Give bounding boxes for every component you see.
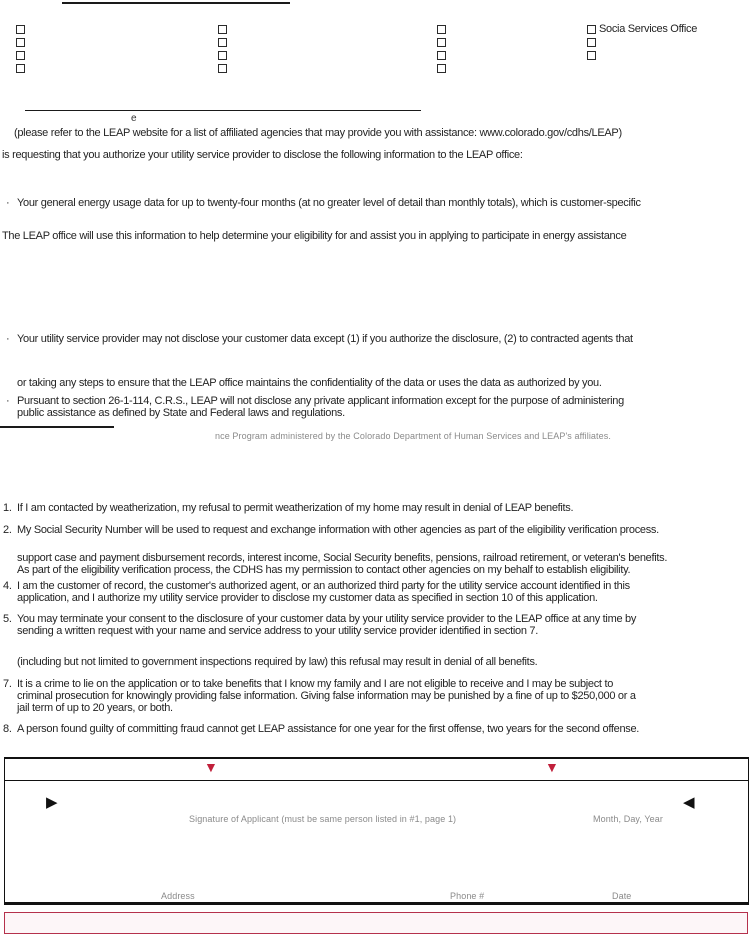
- item2-line1: My Social Security Number will be used to request and exchange information with other agencies as part of the eligibility verification process.: [17, 524, 659, 536]
- checkbox-col1-row4[interactable]: [16, 64, 25, 73]
- bullet2-text: Your utility service provider may not disclose your customer data except (1) if you authorize the disclosure, (2) to contracted agents that: [17, 333, 633, 345]
- checkbox-col4-row3[interactable]: [587, 51, 596, 60]
- item7-line1: It is a crime to lie on the application or to take benefits that I know my family and I are not eligible to receive and I may be subject to: [17, 678, 614, 690]
- red-down-marker-icon: ▼: [545, 759, 559, 775]
- checkbox-col3-row3[interactable]: [437, 51, 446, 60]
- item8-line1: A person found guilty of committing fraud cannot get LEAP assistance for one year for the first offense, two years for the second offense.: [17, 723, 640, 735]
- item3-continuation-line1: support case and payment disbursement records, interest income, Social Security benefits, pensions, railroad retirement, or veteran's benefits.: [17, 552, 668, 564]
- bullet2-continuation: or taking any steps to ensure that the LEAP office maintains the confidentiality of the data or uses the data as authorized by you.: [17, 377, 602, 389]
- item5-line1: You may terminate your consent to the disclosure of your customer data by your utility service provider to the LEAP office at any time by: [17, 613, 637, 625]
- month-day-year-label: Month, Day, Year: [593, 814, 663, 824]
- left-arrow-icon: ◀: [683, 794, 695, 811]
- phone-label: Phone #: [450, 891, 485, 901]
- bullet-dot-1: ·: [6, 197, 10, 209]
- program-footnote: nce Program administered by the Colorado Department of Human Services and LEAP's affiliates.: [215, 431, 611, 441]
- date-label: Date: [612, 891, 632, 901]
- item7-line2: criminal prosecution for knowingly providing false information. Giving false information may be punished by a fine of up to $250,000 or a: [17, 690, 636, 702]
- signature-box: [4, 757, 749, 905]
- item-number: 5.: [3, 613, 12, 625]
- agency-name-underline: [25, 110, 421, 111]
- bullet3-line1: Pursuant to section 26-1-114, C.R.S., LEAP will not disclose any private applicant information except for the purpose of administering: [17, 395, 624, 407]
- checkbox-col2-row2[interactable]: [218, 38, 227, 47]
- item-number: 1.: [3, 502, 12, 514]
- item-number: 8.: [3, 723, 12, 735]
- red-bordered-entry-box: [4, 912, 748, 934]
- signature-of-applicant-label: Signature of Applicant (must be same person listed in #1, page 1): [189, 814, 457, 824]
- bullet-dot-2: ·: [6, 333, 10, 345]
- checkbox-col1-row1[interactable]: [16, 25, 25, 34]
- checkbox-col3-row4[interactable]: [437, 64, 446, 73]
- red-down-marker-icon: ▼: [204, 759, 218, 775]
- top-heading-rule: [62, 2, 290, 4]
- checkbox-col1-row2[interactable]: [16, 38, 25, 47]
- checkbox-col2-row1[interactable]: [218, 25, 227, 34]
- bullet3-line2: public assistance as defined by State and Federal laws and regulations.: [17, 407, 345, 419]
- signature-box-marker-row: [5, 759, 748, 781]
- checkbox-col3-row2[interactable]: [437, 38, 446, 47]
- bullet1-text: Your general energy usage data for up to twenty-four months (at no greater level of detail than monthly totals), which is customer-specific: [17, 197, 641, 209]
- item-number: 4.: [3, 580, 12, 592]
- item3-continuation-line2: As part of the eligibility verification process, the CDHS has my permission to contact other agencies on my behalf to establish eligibility.: [17, 564, 631, 576]
- checkbox-col3-row1[interactable]: [437, 25, 446, 34]
- request-line: is requesting that you authorize your utility service provider to disclose the following information to the LEAP office:: [2, 149, 523, 161]
- checkbox-col4-row2[interactable]: [587, 38, 596, 47]
- item-number: 2.: [3, 524, 12, 536]
- item-number: 7.: [3, 678, 12, 690]
- item6-continuation-line: (including but not limited to government inspections required by law) this refusal may result in denial of all benefits.: [17, 656, 538, 668]
- superscript-e: e: [131, 113, 137, 124]
- checkbox-col2-row3[interactable]: [218, 51, 227, 60]
- item1-line1: If I am contacted by weatherization, my refusal to permit weatherization of my home may result in denial of LEAP benefits.: [17, 502, 574, 514]
- item4-line2: application, and I authorize my utility service provider to disclose my customer data as specified in section 10 of this application.: [17, 592, 598, 604]
- checkbox-col1-row3[interactable]: [16, 51, 25, 60]
- footnote-rule: [0, 426, 114, 428]
- item7-line3: jail term of up to 20 years, or both.: [17, 702, 173, 714]
- usage-paragraph: The LEAP office will use this information to help determine your eligibility for and assist you in applying to participate in energy assistance: [2, 230, 627, 242]
- address-label: Address: [161, 891, 195, 901]
- bullet-dot-3: ·: [6, 395, 10, 407]
- checkbox-col2-row4[interactable]: [218, 64, 227, 73]
- agency-note-line: (please refer to the LEAP website for a list of affiliated agencies that may provide you with assistance: www.colorado.gov/cdhs/LEAP): [14, 127, 622, 139]
- item4-line1: I am the customer of record, the customer's authorized agent, or an authorized third party for the utility service account identified in this: [17, 580, 630, 592]
- checkbox-social-services-office[interactable]: [587, 25, 596, 34]
- item5-line2: sending a written request with your name and service address to your utility service provider identified in section 7.: [17, 625, 538, 637]
- right-arrow-icon: ▶: [46, 794, 58, 811]
- social-services-office-label: Socia Services Office: [599, 23, 698, 35]
